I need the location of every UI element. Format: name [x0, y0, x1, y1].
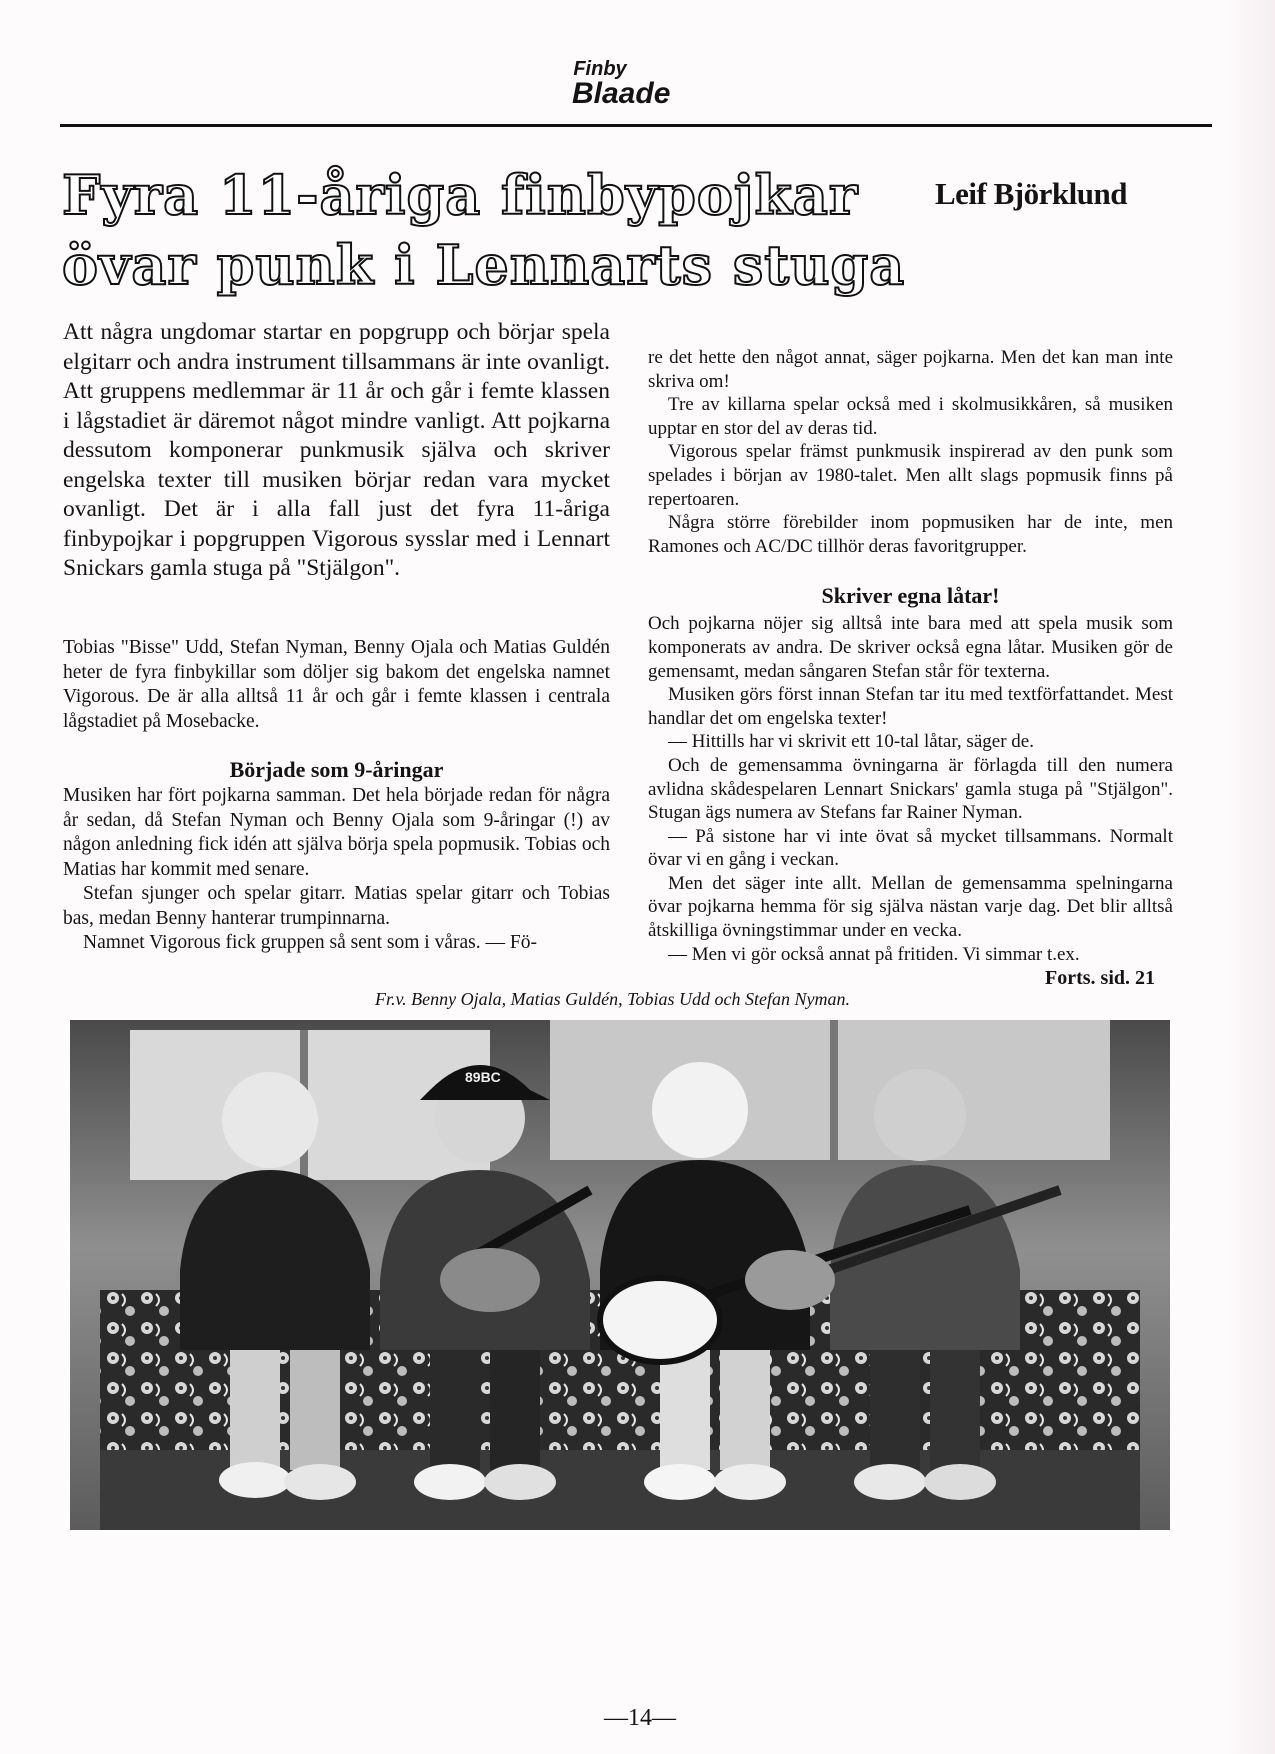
left-paragraph-2: Stefan sjunger och spelar gitarr. Matias spelar gitarr och Tobias bas, medan Benny hanterar trumpinnarna.: [63, 883, 610, 929]
right-subheading: Skriver egna låtar!: [821, 583, 1000, 609]
left-paragraph-3: Namnet Vigorous fick gruppen så sent som i våras. — Fö-: [83, 932, 537, 953]
band-photo-illustration: [70, 1020, 1170, 1530]
right-paragraph-1: Tre av killarna spelar också med i skolmusikkåren, så musiken upptar en stor del av deras tid.: [648, 394, 1173, 439]
right-paragraph-0: re det hette den något annat, säger pojkarna. Men det kan man inte skriva om!: [648, 347, 1173, 392]
right-paragraph-8: — På sistone har vi inte övat så mycket tillsammans. Normalt övar vi en gång i veckan.: [648, 825, 1173, 871]
masthead: [500, 58, 700, 110]
left-column: [63, 636, 610, 956]
right-column: [648, 346, 1173, 966]
right-paragraph-7: Och de gemensamma övningarna är förlagda till den numera avlidna skådespelaren Lennart Snickars' gamla stuga på "Stjälgon". Stugan ägs numera av Stefans far Rainer Nyman.: [648, 754, 1173, 824]
left-subheading: Började som 9-åringar: [229, 757, 444, 782]
right-paragraph-4: Och pojkarna nöjer sig alltså inte bara med att spela musik som komponerats av andra. De skriver också egna låtar. Musiken gör de gemensamt, medan sångaren Stefan står för texterna.: [648, 613, 1173, 682]
masthead-small: Finby: [573, 58, 627, 80]
band-photo: [70, 1020, 1170, 1530]
right-paragraph-9: Men det säger inte allt. Mellan de gemensamma spelningarna övar pojkarna hemma för sig själva nästan varje dag. Det blir alltså åtskilliga övningstimmar under en vecka.: [648, 872, 1173, 942]
right-paragraph-10: — Men vi gör också annat på fritiden. Vi simmar t.ex.: [668, 943, 1080, 965]
lead-paragraph: [63, 318, 610, 584]
left-paragraph-1: Musiken har fört pojkarna samman. Det hela började redan för några år sedan, då Stefan Nyman och Benny Ojala som 9-åringar (!) av någon anledning fick idén att själva börja spela popmusik. Tobias och Matias har kommit med senare.: [63, 785, 610, 880]
header-rule: [60, 124, 1212, 127]
right-paragraph-3: Några större förebilder inom popmusiken har de inte, men Ramones och AC/DC tillhör deras favoritgrupper.: [648, 512, 1173, 557]
photo-caption: Fr.v. Benny Ojala, Matias Guldén, Tobias Udd och Stefan Nyman.: [375, 989, 850, 1009]
masthead-title: Blaade: [572, 77, 671, 110]
headline-line-2: övar punk i Lennarts stuga: [62, 233, 906, 297]
left-intro: Tobias "Bisse" Udd, Stefan Nyman, Benny Ojala och Matias Guldén heter de fyra finbykillar som döljer sig bakom det engelska namnet Vigorous. De är alla alltså 11 år och går i femte klassen i centrala lågstadiet på Mosebacke.: [63, 637, 610, 732]
page-edge-shadow: [1225, 0, 1275, 1754]
page-number: —14—: [604, 1705, 676, 1731]
right-paragraph-6: — Hittills har vi skrivit ett 10-tal låtar, säger de.: [668, 731, 1034, 753]
headline-line-1: Fyra 11-åriga finbypojkar: [62, 163, 859, 227]
author-byline: Leif Björklund: [935, 176, 1127, 211]
continued-notice: Forts. sid. 21: [1045, 967, 1155, 989]
right-paragraph-2: Vigorous spelar främst punkmusik inspirerad av den punk som spelades i början av 1980-talet. Men allt slags popmusik finns på repertoaren.: [648, 441, 1173, 510]
right-paragraph-5: Musiken görs först innan Stefan tar itu med textförfattandet. Mest handlar det om engelska texter!: [648, 684, 1173, 729]
headline: [62, 160, 906, 300]
cap-logo-text: 89BC: [465, 1069, 501, 1085]
lead-text: Att några ungdomar startar en popgrupp och börjar spela elgitarr och andra instrument tillsammans är inte ovanligt. Att gruppens medlemmar är 11 år och går i femte klassen i lågstadiet är däremot något mindre vanligt. Att pojkarna dessutom komponerar punkmusik själva och skriver engelska texter till musiken börjar redan vara mycket ovanligt. Det är i alla fall just det fyra 11-åriga finbypojkar i popgruppen Vigorous sysslar med i Lennart Snickars gamla stuga på "Stjälgon".: [63, 319, 610, 581]
